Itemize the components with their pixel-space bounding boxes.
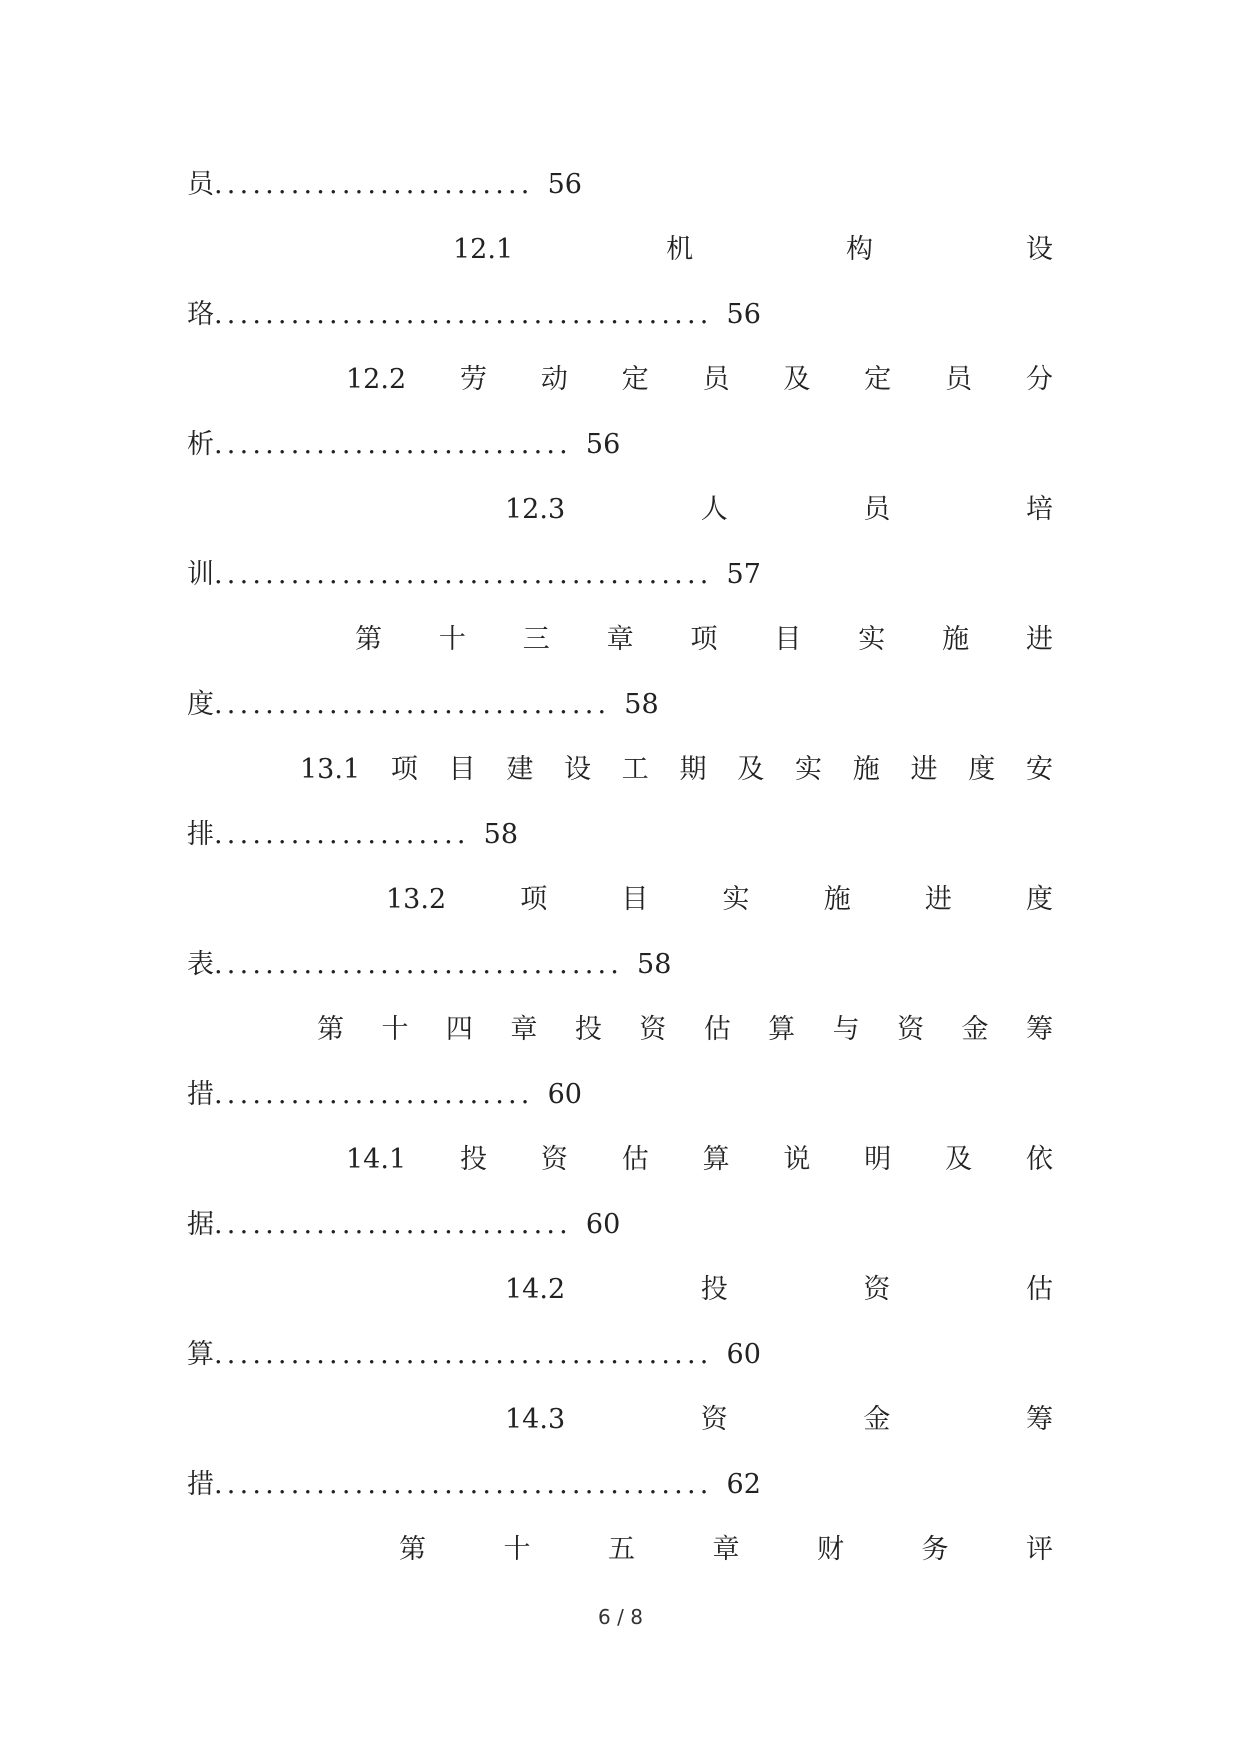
toc-heading-char: 员 (945, 364, 973, 395)
toc-dot-leader: ............................ (214, 429, 572, 460)
toc-heading-char: 项 (520, 884, 548, 915)
toc-heading-line (187, 607, 1053, 672)
toc-heading-char: 安 (1025, 754, 1053, 785)
toc-heading-char: 员 (863, 494, 891, 525)
toc-heading-number: 14.3 (505, 1404, 566, 1435)
toc-entry-tail: 珞 (187, 299, 214, 330)
toc-page-number: 56 (585, 429, 621, 460)
toc-heading-char: 财 (817, 1534, 844, 1565)
toc-page-number: 58 (624, 689, 659, 720)
toc-heading-char: 实 (858, 624, 886, 655)
toc-heading-char: 章 (510, 1014, 538, 1045)
toc-page-number: 62 (726, 1469, 761, 1500)
toc-heading-char: 十 (438, 624, 466, 655)
toc-heading-char: 培 (1026, 494, 1053, 525)
toc-leader-line (187, 542, 1053, 607)
toc-heading-char: 算 (702, 1144, 730, 1175)
toc-heading-char: 金 (961, 1014, 989, 1045)
toc-heading-char: 四 (445, 1014, 473, 1045)
toc-heading-number: 第 (317, 1014, 344, 1045)
toc-heading-char: 十 (503, 1534, 531, 1565)
toc-heading-number: 第 (399, 1534, 426, 1565)
toc-heading-char: 投 (574, 1014, 602, 1045)
toc-heading-char: 设 (1025, 234, 1053, 265)
toc-heading-char: 三 (522, 624, 550, 655)
toc-heading-char: 目 (448, 754, 476, 785)
toc-entry-tail: 析 (187, 429, 214, 460)
toc-page-number: 56 (547, 169, 582, 200)
toc-dot-leader: ......................... (214, 169, 534, 200)
toc-heading-char: 估 (621, 1144, 649, 1175)
toc-heading-char: 估 (703, 1014, 731, 1045)
toc-dot-leader: ....................................... (214, 1339, 713, 1370)
toc-heading-char: 说 (783, 1144, 811, 1175)
toc-heading-line (187, 477, 1053, 542)
page-number: 6 / 8 (598, 1605, 643, 1629)
toc-dot-leader: .................... (214, 819, 470, 850)
toc-heading-char: 实 (795, 754, 822, 785)
toc-page-number: 60 (585, 1209, 621, 1240)
toc-page-number: 60 (547, 1079, 582, 1110)
toc-leader-line (187, 1322, 1053, 1387)
toc-heading-char: 期 (679, 754, 707, 785)
toc-heading-char: 与 (832, 1014, 860, 1045)
toc-heading-char: 实 (722, 884, 750, 915)
toc-heading-char: 进 (1026, 624, 1053, 655)
toc-heading-line (187, 1127, 1053, 1192)
toc-heading-char: 机 (666, 234, 694, 265)
toc-dot-leader: ....................................... (214, 559, 713, 590)
toc-page-number: 56 (726, 299, 761, 330)
toc-heading-char: 估 (1026, 1274, 1053, 1305)
toc-entry-tail: 排 (187, 819, 214, 850)
toc-heading-char: 投 (700, 1274, 728, 1305)
toc-heading-char: 项 (690, 624, 718, 655)
toc-entry-tail: 据 (187, 1209, 214, 1240)
toc-leader-line (187, 1062, 1053, 1127)
toc-heading-number: 13.1 (300, 754, 361, 785)
toc-heading-char: 建 (506, 754, 534, 785)
toc-leader-line (187, 672, 1053, 737)
toc-page-number: 60 (726, 1339, 761, 1370)
toc-heading-char: 五 (608, 1534, 635, 1565)
toc-entry-tail: 员 (187, 169, 214, 200)
toc-leader-line (187, 412, 1053, 477)
toc-heading-char: 动 (540, 364, 568, 395)
toc-heading-char: 施 (942, 624, 970, 655)
toc-heading-char: 依 (1026, 1144, 1053, 1175)
toc-heading-char: 人 (700, 494, 728, 525)
toc-dot-leader: ................................ (214, 949, 624, 980)
toc-heading-char: 度 (1025, 884, 1053, 915)
toc-heading-line (187, 1257, 1053, 1322)
toc-entry-tail: 表 (187, 949, 214, 980)
toc-heading-char: 投 (459, 1144, 487, 1175)
toc-heading-char: 定 (864, 364, 892, 395)
toc-heading-char: 资 (897, 1014, 925, 1045)
toc-heading-line (187, 217, 1053, 282)
toc-dot-leader: ....................................... (214, 1469, 713, 1500)
toc-heading-char: 章 (606, 624, 634, 655)
toc-heading-number: 第 (355, 624, 382, 655)
toc-heading-char: 劳 (459, 364, 487, 395)
toc-heading-number: 12.2 (346, 364, 407, 395)
toc-heading-char: 项 (390, 754, 418, 785)
toc-heading-char: 施 (852, 754, 880, 785)
toc-heading-char: 施 (823, 884, 851, 915)
toc-heading-line (187, 347, 1053, 412)
toc-dot-leader: ............................ (214, 1209, 572, 1240)
toc-heading-char: 度 (968, 754, 996, 785)
toc-entry-tail: 度 (187, 689, 214, 720)
toc-leader-line (187, 932, 1053, 997)
toc-heading-char: 员 (702, 364, 730, 395)
toc-heading-line (187, 1517, 1053, 1582)
toc-page-number: 58 (637, 949, 672, 980)
toc-heading-char: 十 (381, 1014, 409, 1045)
toc-heading-char: 及 (945, 1144, 973, 1175)
toc-heading-number: 14.1 (346, 1144, 407, 1175)
toc-heading-line (187, 737, 1053, 802)
toc-heading-char: 构 (846, 234, 874, 265)
toc-entry-tail: 训 (187, 559, 214, 590)
toc-leader-line (187, 152, 1053, 217)
toc-heading-char: 及 (783, 364, 811, 395)
toc-entry-tail: 算 (187, 1339, 214, 1370)
toc-heading-char: 进 (924, 884, 952, 915)
toc-heading-number: 12.1 (453, 234, 514, 265)
toc-leader-line (187, 802, 1053, 867)
toc-heading-number: 13.2 (386, 884, 447, 915)
toc-heading-char: 资 (863, 1274, 891, 1305)
toc-page-number: 58 (483, 819, 519, 850)
toc-heading-char: 资 (540, 1144, 568, 1175)
toc-leader-line (187, 1192, 1053, 1257)
table-of-contents (187, 152, 1053, 1582)
toc-dot-leader: ....................................... (214, 299, 713, 330)
toc-heading-char: 筹 (1025, 1014, 1053, 1045)
toc-dot-leader: ............................... (214, 689, 611, 720)
toc-heading-char: 算 (768, 1014, 796, 1045)
toc-heading-char: 务 (921, 1534, 949, 1565)
toc-heading-line (187, 1387, 1053, 1452)
toc-heading-char: 进 (910, 754, 938, 785)
toc-heading-char: 目 (774, 624, 802, 655)
toc-heading-char: 资 (700, 1404, 728, 1435)
toc-entry-tail: 措 (187, 1079, 214, 1110)
toc-entry-tail: 措 (187, 1469, 214, 1500)
toc-heading-char: 设 (564, 754, 592, 785)
toc-heading-char: 定 (621, 364, 649, 395)
toc-heading-number: 12.3 (505, 494, 566, 525)
toc-heading-char: 工 (621, 754, 649, 785)
toc-heading-char: 资 (639, 1014, 667, 1045)
toc-page-number: 57 (726, 559, 761, 590)
toc-leader-line (187, 282, 1053, 347)
toc-heading-char: 金 (863, 1404, 891, 1435)
toc-heading-char: 分 (1026, 364, 1053, 395)
toc-leader-line (187, 1452, 1053, 1517)
toc-heading-line (187, 997, 1053, 1062)
toc-heading-char: 筹 (1026, 1404, 1053, 1435)
toc-heading-number: 14.2 (505, 1274, 566, 1305)
toc-heading-char: 评 (1026, 1534, 1053, 1565)
toc-heading-char: 明 (864, 1144, 892, 1175)
toc-heading-char: 目 (621, 884, 649, 915)
toc-heading-line (187, 867, 1053, 932)
toc-heading-char: 及 (737, 754, 765, 785)
toc-dot-leader: ......................... (214, 1079, 534, 1110)
toc-heading-char: 章 (712, 1534, 740, 1565)
